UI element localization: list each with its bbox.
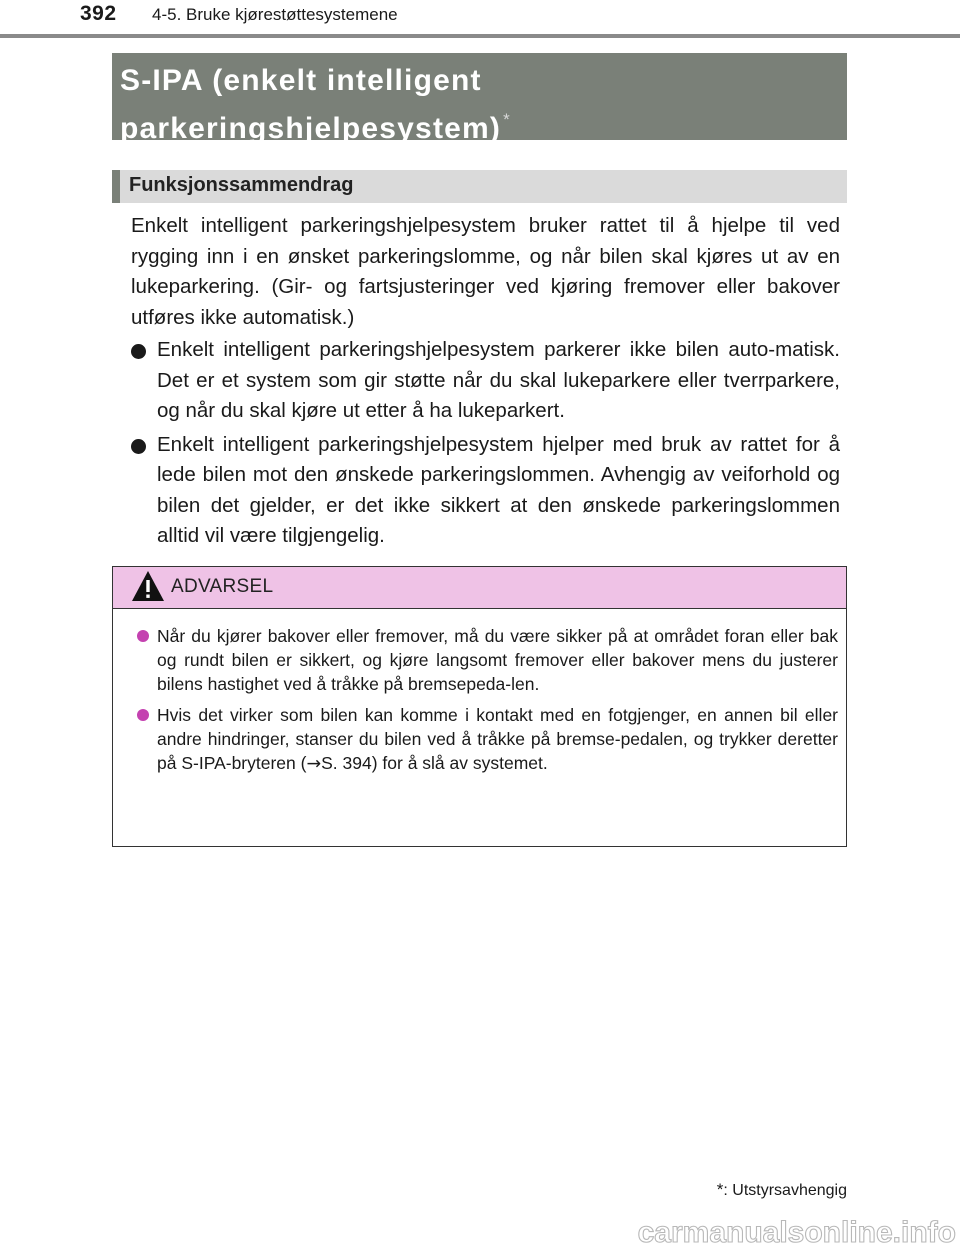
- chapter-title: 4-5. Bruke kjørestøttesystemene: [152, 5, 398, 24]
- intro-paragraph: Enkelt intelligent parkeringshjelpesystem bruker rattet til å hjelpe til ved rygging inn i en ønsket parkeringslomme, og når bilen skal kjøres ut av en lukeparkering. (Gir- og fartsjusteringer ved kjøring fremover eller bakover utføres ikke automatisk.): [131, 214, 840, 329]
- warning-box: [112, 566, 847, 847]
- page-number: 392: [80, 2, 117, 25]
- body-bullet: [131, 430, 840, 552]
- warning-item: [137, 703, 838, 776]
- bullet-dot-icon: [131, 344, 146, 359]
- bullet-dot-icon: [131, 439, 146, 454]
- title-line-2: [120, 100, 847, 148]
- bullet-text: Enkelt intelligent parkeringshjelpesystem hjelper med bruk av rattet for å lede bilen mot den ønskede parkeringslommen. Avhengig av veiforhold og bilen det gjelder, er det ikke sikkert at den ønskede parkeringslommen alltid vil være tilgjengelig.: [157, 432, 840, 547]
- arrow-right-icon: →: [306, 754, 322, 774]
- title-line-1: S-IPA (enkelt intelligent: [120, 64, 482, 97]
- title-star: *: [503, 110, 511, 129]
- warning-item-text-after: S. 394) for å slå av systemet.: [321, 753, 548, 773]
- title-line-2-text: parkeringshjelpesystem): [120, 112, 502, 145]
- warning-body: [113, 609, 846, 776]
- warning-bullet-icon: [137, 709, 149, 721]
- body-text: [131, 211, 840, 552]
- watermark: [630, 1214, 958, 1250]
- watermark-text: carmanualsonline.info: [637, 1216, 956, 1249]
- warning-item-text-before: Hvis det virker som bilen kan komme i kontakt med en fotgjenger, en annen bil eller andre hindringer, stanser du bilen ved å tråkke på bremse-pedalen, og trykker deretter på S-IPA-bryteren (: [157, 705, 838, 773]
- warning-bullet-icon: [137, 630, 149, 642]
- bullet-text: Enkelt intelligent parkeringshjelpesystem parkerer ikke bilen auto-matisk. Det er et system som gir støtte når du skal lukeparkere eller tverrparkere, og når du skal kjøre ut etter å ha lukeparkert.: [157, 338, 840, 422]
- warning-label: ADVARSEL: [171, 576, 274, 597]
- body-bullet: [131, 335, 840, 427]
- footnote-text: : Utstyrsavhengig: [723, 1182, 847, 1199]
- header-rule: [0, 34, 960, 38]
- section-title: Funksjonssammendrag: [129, 174, 354, 196]
- warning-triangle-icon: [131, 570, 165, 602]
- warning-item: [137, 624, 838, 696]
- title-band: [112, 53, 847, 145]
- warning-item-text: Når du kjører bakover eller fremover, må du være sikker på at området foran eller bak og rundt bilen er sikkert, og kjøre langsomt fremover eller bakover mens du justerer bilens hastighet ved å tråkke på bremsepeda-len.: [157, 626, 838, 694]
- section-band: [112, 170, 847, 203]
- footnote-star: *: [716, 1180, 724, 1199]
- warning-header: [113, 567, 846, 609]
- footnote: [717, 1180, 847, 1200]
